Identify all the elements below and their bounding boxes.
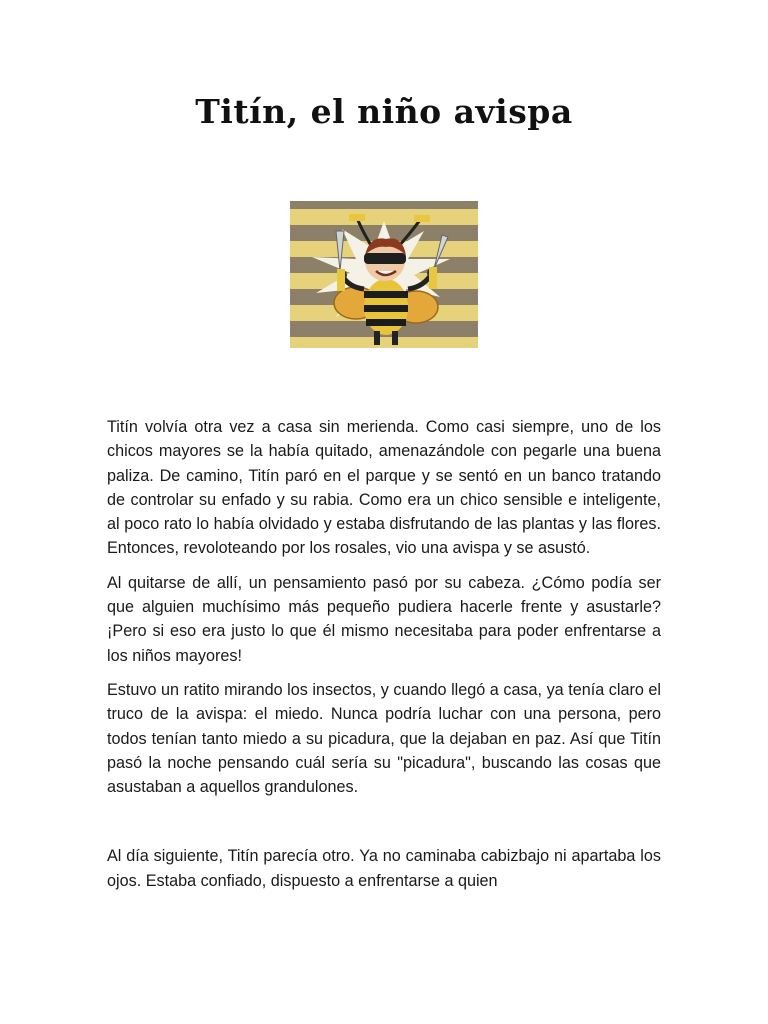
paragraph: Al quitarse de allí, un pensamiento pasó por su cabeza. ¿Cómo podía ser que alguien muchísimo más pequeño pudiera hacerle frente y asustarle? ¡Pero si eso era justo lo que él mismo necesitaba para poder enfrentarse a los niños mayores! [107,573,661,665]
document-title: Titín, el niño avispa [195,92,573,131]
paragraph: Estuvo un ratito mirando los insectos, y cuando llegó a casa, ya tenía claro el truco de la avispa: el miedo. Nunca podría luchar con una persona, pero todos tenían tanto miedo a su picadura, que la dejaban en paz. Así que Titín pasó la noche pensando cuál sería su "picadura", buscando las cosas que asustaban a aquellos grandulones. [107,680,661,797]
story-text [107,415,661,903]
paragraph: Al día siguiente, Titín parecía otro. Ya no caminaba cabizbajo ni apartaba los ojos. Estaba confiado, dispuesto a enfrentarse a quien [107,847,661,890]
paragraph: Titín volvía otra vez a casa sin merienda. Como casi siempre, uno de los chicos mayores se la había quitado, amenazándole con pegarle una buena paliza. De camino, Titín paró en el parque y se sentó en un banco tratando de controlar su enfado y su rabia. Como era un chico sensible e inteligente, al poco rato lo había olvidado y estaba disfrutando de las plantas y las flores. Entonces, revoloteando por los rosales, vio una avispa y se asustó. [107,418,661,558]
wasp-boy-illustration [290,201,478,348]
